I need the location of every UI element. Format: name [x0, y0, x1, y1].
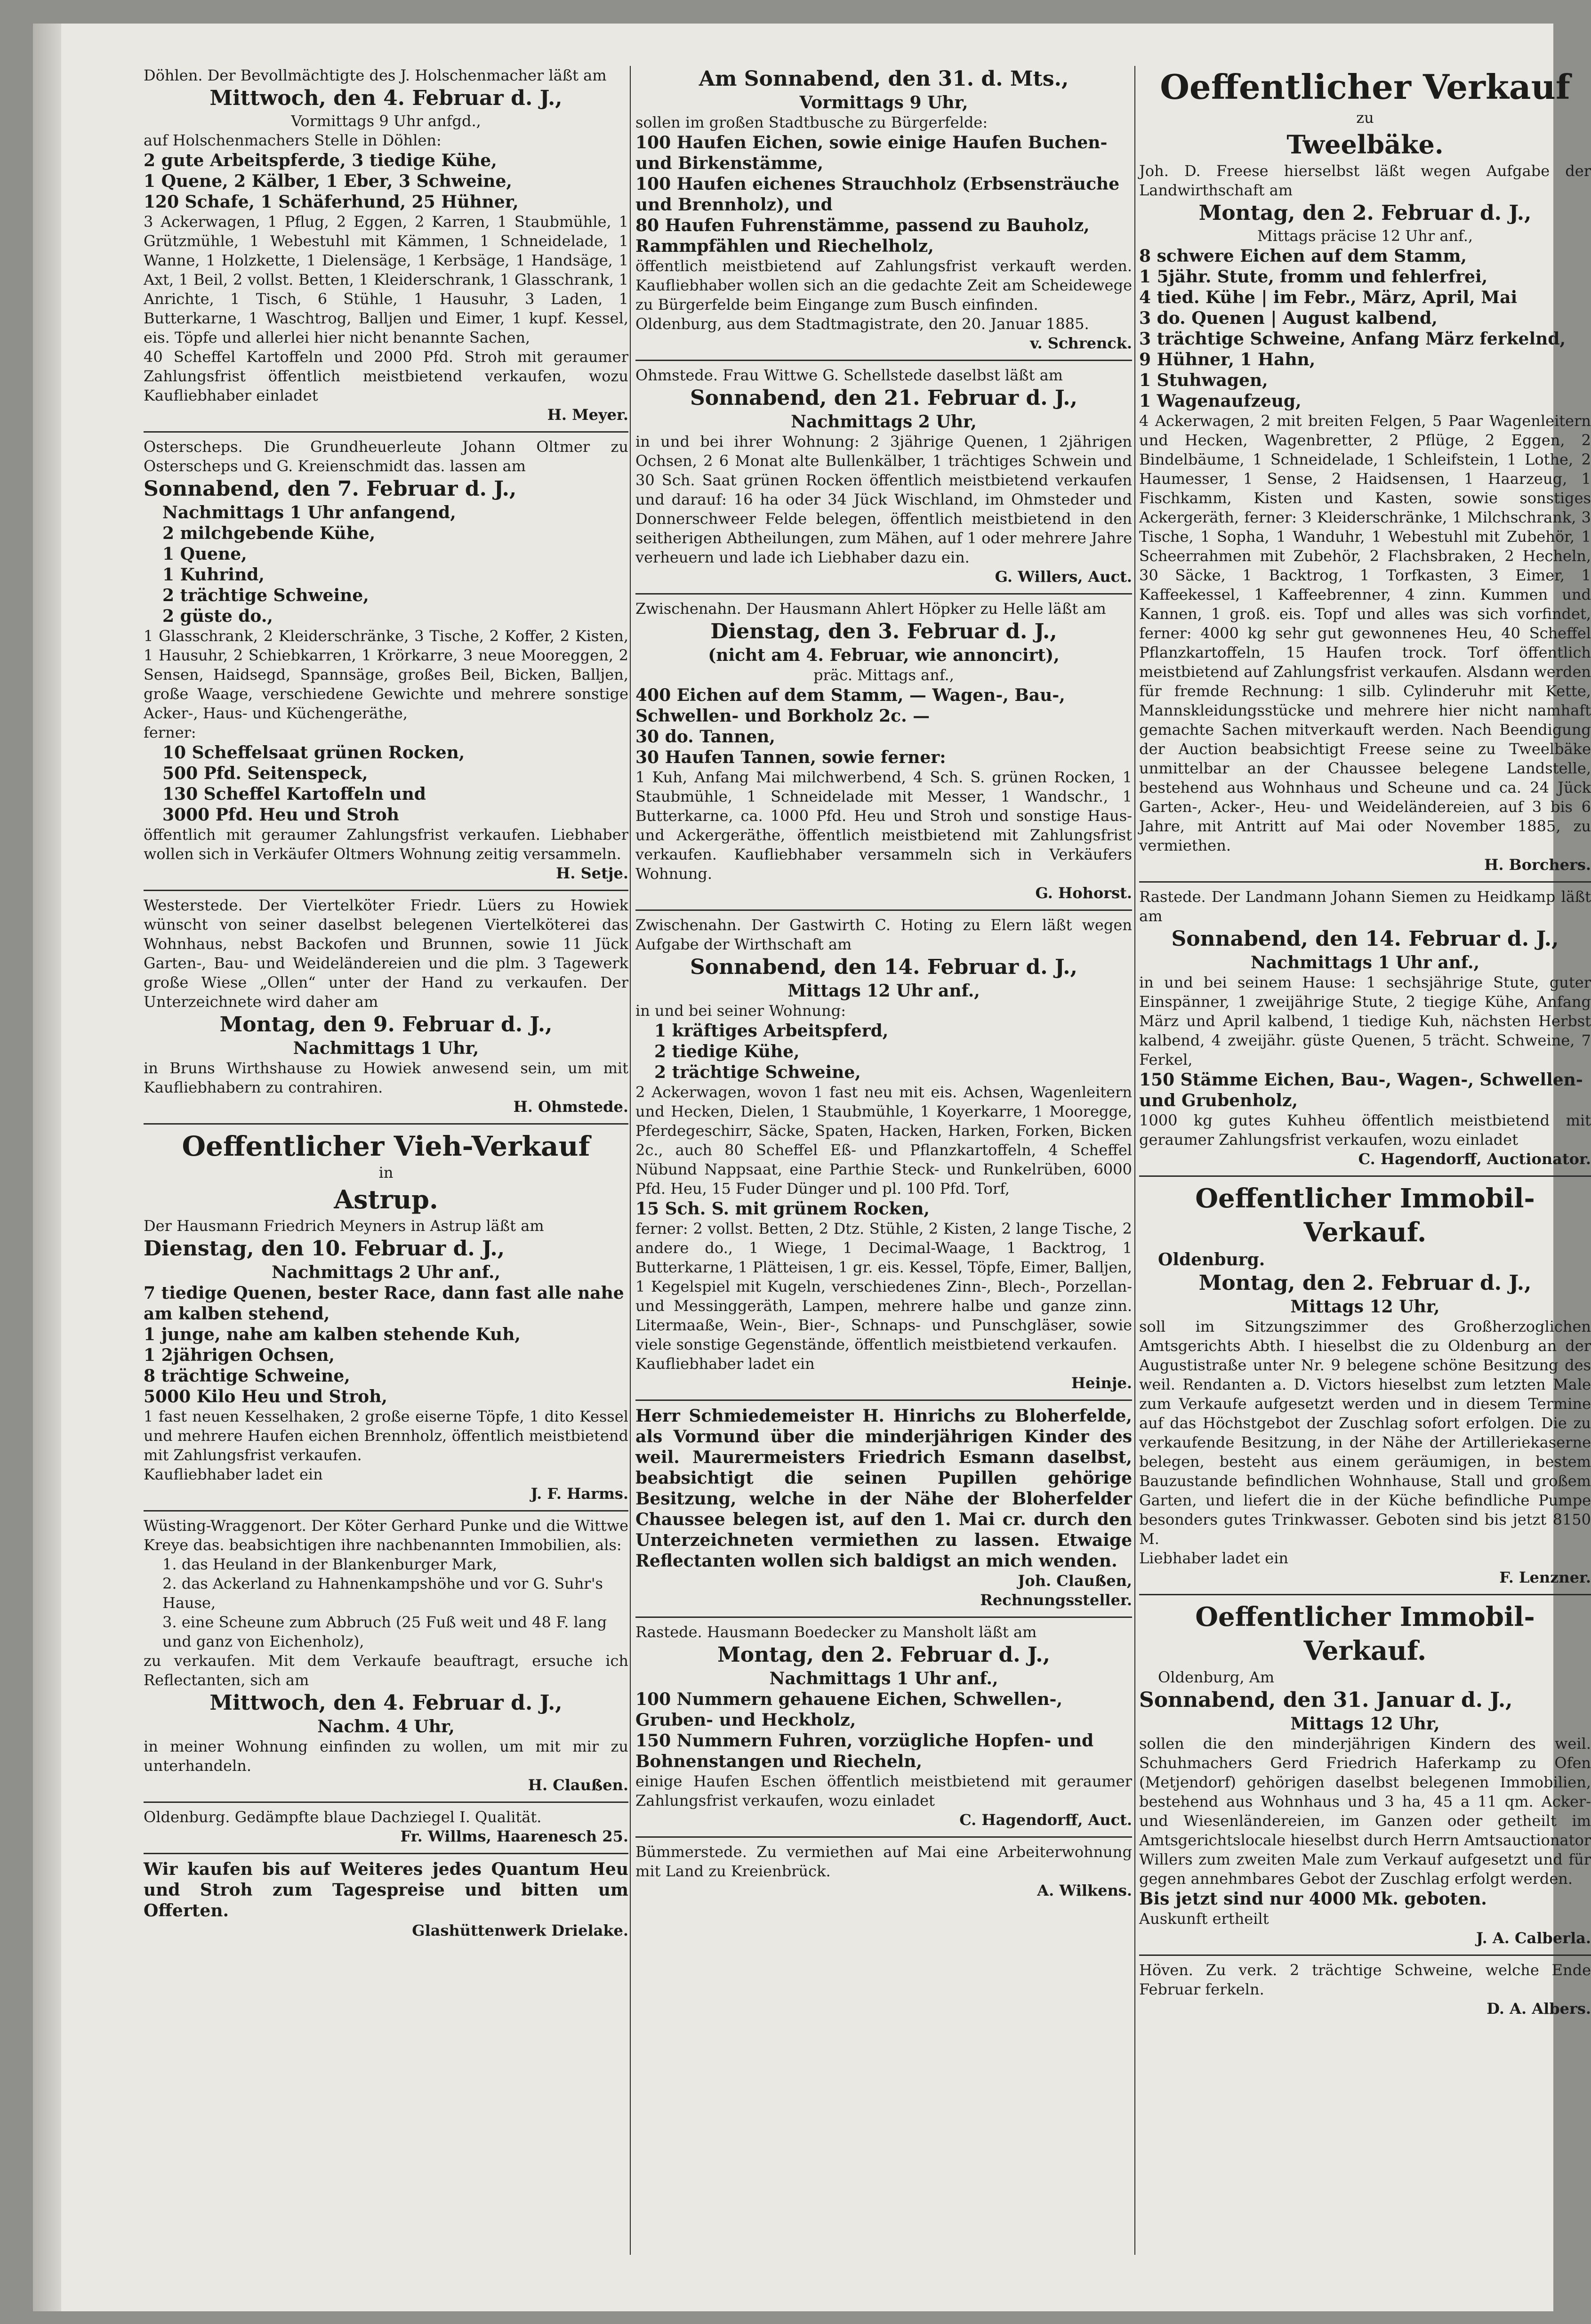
ad-time: Nachmittags 2 Uhr anf., [271, 1263, 501, 1282]
ad-item: 3 trächtige Schweine, Anfang März ferkelnd, [1139, 329, 1566, 349]
divider [1139, 881, 1591, 883]
ad-item: 1 kräftiges Arbeitspferd, [654, 1021, 889, 1041]
ad-signature: F. Lenzner. [1499, 1568, 1591, 1586]
ad-date: Montag, den 2. Februar d. J., [1198, 1271, 1532, 1295]
ad-item: 1 Quene, 2 Kälber, 1 Eber, 3 Schweine, [144, 171, 512, 191]
ad-buergerfelde [635, 66, 1132, 353]
ad-list-item: 3. eine Scheune zum Abbruch (25 Fuß weit und 48 F. lang und ganz von Eichenholz), [162, 1613, 607, 1650]
ad-text: Oldenburg. Gedämpfte blaue Dachziegel I. Qualität. [144, 1808, 542, 1826]
ad-signature: H. Borchers. [1484, 856, 1591, 874]
divider [635, 1836, 1132, 1838]
ad-item: 4 tied. Kühe | im Febr., März, April, Mai [1139, 288, 1518, 307]
ad-place: in und bei seiner Wohnung: [635, 1002, 846, 1020]
ad-text: 2 Ackerwagen, wovon 1 fast neu mit eis. Achsen, Wagenleitern und Hecken, Dielen, 1 Staubmühle, 1 Koyerkarre, 1 Mooregge, Pferdegeschirr, Säcke, Spaten, Hacken, Harken, Forken, Bicken 2c., auch 80 Scheffel Eß- und Pflanzkartoffeln, 4 Scheffel Nübund Nappsaat, eine Parthie Steck- und Runkelrüben, 6000 Pfd. Heu, 15 Fuder Dünger und pl. 100 Pfd. Torf, [635, 1083, 1132, 1198]
ad-date: Dienstag, den 10. Februar d. J., [144, 1237, 505, 1261]
ad-date: Dienstag, den 3. Februar d. J., [710, 619, 1057, 643]
ad-wuesting [144, 1516, 628, 1795]
ad-signature: H. Claußen. [528, 1776, 628, 1794]
ad-time: Nachmittags 2 Uhr, [791, 412, 977, 432]
ad-item: 8 trächtige Schweine, [144, 1366, 350, 1386]
ad-intro: Osterscheps. Die Grundheuerleute Johann Oltmer zu Osterscheps und G. Kreienschmidt das. lassen am [144, 438, 628, 475]
ad-date: Mittwoch, den 4. Februar d. J., [209, 1691, 562, 1715]
divider [635, 1399, 1132, 1401]
ad-ferner: ferner: [144, 724, 196, 741]
ad-item: 7 tiedige Quenen, bester Race, dann fast alle nahe am kalben stehend, [144, 1283, 624, 1324]
ad-signature: G. Hohorst. [1035, 884, 1132, 902]
ad-place2: Oldenburg, aus dem Stadtmagistrate, den 20. Januar 1885. [635, 315, 1089, 333]
ad-zwischenahn-hoepker [635, 599, 1132, 903]
ad-signature: v. Schrenck. [1030, 334, 1132, 352]
ad-item: 2 gute Arbeitspferde, 3 tiedige Kühe, [144, 151, 497, 170]
ad-text: Westerstede. Der Viertelköter Friedr. Lüers zu Howiek wünscht von seiner daselbst belegenen Viertelköterei das Wohnhaus, nebst Backofen und Brunnen, sowie 11 Jück Garten-, Bau- und Weideländereien und die plm. 3 Tagewerk große Wiese „Ollen“ unter der Hand zu verkaufen. Der Unterzeichnete wird daher am [144, 896, 628, 1011]
ad-time: präc. Mittags anf., [813, 666, 954, 684]
ad-intro: Zwischenahn. Der Hausmann Ahlert Höpker zu Helle läßt am [635, 600, 1106, 618]
ad-signature: A. Wilkens. [1037, 1882, 1132, 1899]
ad-oldenburg-dachziegel [144, 1808, 628, 1846]
ad-tweelbaeke [1139, 66, 1591, 875]
divider [144, 890, 628, 891]
ad-note: (nicht am 4. Februar, wie annoncirt), [708, 645, 1060, 665]
ad-title: Rechnungssteller. [980, 1591, 1132, 1609]
ad-place: Tweelbäke. [1286, 129, 1444, 160]
ad-item: 120 Schafe, 1 Schäferhund, 25 Hühner, [144, 192, 519, 212]
ad-zu: zu [1356, 109, 1374, 127]
divider [144, 1123, 628, 1125]
ad-date: Sonnabend, den 14. Februar d. J., [1171, 927, 1559, 951]
ad-item: 30 do. Tannen, [635, 727, 775, 747]
ad-signature: Fr. Willms, Haarenesch 25. [400, 1827, 628, 1845]
ad-item: 10 Scheffelsaat grünen Rocken, [162, 743, 465, 763]
ad-closing: Kaufliebhaber ladet ein [144, 1465, 323, 1483]
ad-time: Mittags präcise 12 Uhr anf., [1257, 227, 1473, 245]
ad-item: 1 5jähr. Stute, fromm und fehlerfrei, [1139, 267, 1488, 287]
ad-item: 15 Sch. S. mit grünem Rocken, [635, 1199, 930, 1219]
ad-signature: Heinje. [1071, 1374, 1132, 1392]
divider [635, 360, 1132, 361]
ad-signature: G. Willers, Auct. [995, 568, 1132, 586]
ad-terms: 40 Scheffel Kartoffeln und 2000 Pfd. Stroh mit geraumer Zahlungsfrist öffentlich meistbietend verkaufen, wozu Kaufliebhaber einladet [144, 348, 628, 404]
page-binding [33, 24, 61, 2311]
column-rule [1134, 66, 1135, 2255]
ad-place: Astrup. [334, 1184, 438, 1214]
ad-doehlen [144, 66, 628, 425]
ad-time: Mittags 12 Uhr, [1290, 1297, 1440, 1317]
ad-item: 100 Haufen Eichen, sowie einige Haufen Buchen- und Birkenstämme, [635, 133, 1108, 173]
ad-time: Nachmittags 1 Uhr, [293, 1038, 479, 1058]
ad-item: 5000 Kilo Heu und Stroh, [144, 1387, 387, 1407]
ad-intro: Rastede. Hausmann Boedecker zu Mansholt läßt am [635, 1623, 1037, 1641]
ad-place: auf Holschenmachers Stelle in Döhlen: [144, 131, 442, 149]
ad-terms: öffentlich meistbietend auf Zahlungsfrist verkauft werden. Kaufliebhaber wollen sich an die gedachte Zeit am Scheidewege zu Bürgerfelde beim Eingange zum Busch einfinden. [635, 257, 1132, 314]
ad-headline: Oeffentlicher Verkauf [1160, 67, 1570, 107]
ad-signature: J. F. Harms. [530, 1485, 628, 1503]
newspaper-page [33, 24, 1591, 2311]
ad-item: 30 Haufen Tannen, sowie ferner: [635, 748, 946, 767]
ad-item: 2 tiedige Kühe, [654, 1042, 800, 1061]
ad-intro: Rastede. Der Landmann Johann Siemen zu Heidkamp läßt am [1139, 888, 1591, 925]
ad-item: 500 Pfd. Seitenspeck, [162, 764, 368, 783]
ad-headline: Oeffentlicher Immobil-Verkauf. [1195, 1601, 1535, 1666]
ad-date: Montag, den 2. Februar d. J., [1198, 201, 1532, 225]
ad-signature: J. A. Calberla. [1476, 1929, 1591, 1947]
ad-time: Mittags 12 Uhr anf., [787, 981, 980, 1001]
ad-signature: H. Meyer. [547, 406, 628, 424]
ad-text: zu verkaufen. Mit dem Verkaufe beauftragt, ersuche ich Reflectanten, sich am [144, 1652, 628, 1689]
ad-headline: Oeffentlicher Vieh-Verkauf [182, 1130, 590, 1162]
ad-closing: Liebhaber ladet ein [1139, 1549, 1289, 1567]
ad-closing: Kaufliebhaber ladet ein [635, 1355, 815, 1373]
ad-time: Nachmittags 1 Uhr anf., [769, 1669, 998, 1689]
ad-date: Sonnabend, den 7. Februar d. J., [144, 477, 517, 501]
divider [635, 1616, 1132, 1618]
ad-terms: in Bruns Wirthshause zu Howiek anwesend sein, um mit Kaufliebhabern zu contrahiren. [144, 1059, 628, 1096]
ad-item: 3000 Pfd. Heu und Stroh [162, 805, 399, 825]
ad-westerstede [144, 896, 628, 1117]
ad-text: in und bei seinem Hause: 1 sechsjährige Stute, guter Einspänner, 1 zweijährige Stute, 2 tiegige Kühe, Anfang März und April kalbend, 1 tiedige Kuh, nächsten Herbst kalbend, 4 zweijähr. güste Quenen, 5 trächt. Schweine, 7 Ferkel, [1139, 973, 1591, 1069]
ad-date: Am Sonnabend, den 31. d. Mts., [699, 67, 1069, 91]
ad-closing: Auskunft ertheilt [1139, 1910, 1269, 1928]
divider [1139, 1594, 1591, 1595]
ad-bold: Bis jetzt sind nur 4000 Mk. geboten. [1139, 1889, 1487, 1909]
ad-items: 3 Ackerwagen, 1 Pflug, 2 Eggen, 2 Karren, 1 Staubmühle, 1 Grützmühle, 1 Webestuhl mit Kämmen, 1 Schneidelade, 1 Wanne, 1 Holzkette, 1 Dielensäge, 1 Kerbsäge, 1 Handsäge, 1 Axt, 1 Beil, 2 vollst. Betten, 1 Kleiderschrank, 1 Glasschrank, 1 Anrichte, 1 Tisch, 6 Stühle, 1 Hausuhr, 3 Laden, 1 Butterkarne, 1 Waschtrog, Balljen und Eimer, 1 kupf. Kessel, eis. Töpfe und allerlei hier nicht benannte Sachen, [144, 213, 628, 346]
ad-item: 2 trächtige Schweine, [162, 586, 369, 605]
ad-item: 1 Stuhwagen, [1139, 370, 1268, 390]
ad-time: Nachmittags 1 Uhr anf., [1250, 953, 1480, 973]
ad-text: in und bei ihrer Wohnung: 2 3jährige Quenen, 1 2jährigen Ochsen, 2 6 Monat alte Bullenkälber, 1 trächtiges Schwein und 30 Sch. Saat grünen Rocken öffentlich meistbietend verkaufen und darauf: 16 ha oder 34 Jück Wischland, im Ohmsteder und Donnerschweer Felde belegen, öffentlich meistbietend in den seitherigen Abtheilungen, zum Mähen, auf 1 oder mehrere Jahre verheuern und lade ich Liebhaber dazu ein. [635, 433, 1132, 566]
ad-item: 1 Quene, [162, 544, 247, 564]
ad-item: 8 schwere Eichen auf dem Stamm, [1139, 246, 1467, 266]
ad-item: 1 2jährigen Ochsen, [144, 1345, 335, 1365]
ad-item: 1 junge, nahe am kalben stehende Kuh, [144, 1325, 521, 1344]
ad-zwischenahn-hoting [635, 916, 1132, 1393]
ad-glashuettenwerk [144, 1859, 628, 1940]
divider [1139, 1954, 1591, 1956]
ad-text: einige Haufen Eschen öffentlich meistbietend mit geraumer Zahlungsfrist verkaufen, wozu einladet [635, 1772, 1132, 1809]
ad-text: soll im Sitzungszimmer des Großherzoglichen Amtsgerichts Abth. I hieselbst die zu Oldenburg an der Augustistraße unter Nr. 9 belegene schöne Besitzung des weil. Rendanten a. D. Victors hieselbst zum letzten Male zum Verkaufe aufgesetzt werden und in diesem Termine auf das Höchstgebot der Zuschlag sofort erfolgen. Die zu verkaufende Besitzung, in der Nähe der Artilleriekaserne belegen, besteht aus einem geräumigen, in bestem Bauzustande befindlichen Wohnhause, Stall und großem Garten, und liefert die in der Küche befindliche Pumpe besonders gutes Trinkwasser. Geboten sind bis jetzt 8150 M. [1139, 1318, 1591, 1548]
ad-time: Nachmittags 1 Uhr anfangend, [162, 503, 456, 523]
ad-text2: 1000 kg gutes Kuhheu öffentlich meistbietend mit geraumer Zahlungsfrist verkaufen, wozu einladet [1139, 1111, 1591, 1149]
ad-date: Sonnabend, den 14. Februar d. J., [690, 955, 1077, 979]
ad-signature: C. Hagendorff, Auct. [959, 1811, 1132, 1829]
ad-buemmerstede [635, 1842, 1132, 1900]
ad-intro: Ohmstede. Frau Wittwe G. Schellstede daselbst läßt am [635, 366, 1063, 384]
ad-time: Vormittags 9 Uhr anfgd., [291, 112, 481, 130]
ad-time: Mittags 12 Uhr, [1290, 1714, 1440, 1734]
ad-item: 100 Haufen eichenes Strauchholz (Erbsensträuche und Brennholz), und [635, 174, 1120, 215]
ad-item: 1 Kuhrind, [162, 565, 265, 585]
ad-astrup [144, 1129, 628, 1504]
ad-date: Mittwoch, den 4. Februar d. J., [209, 86, 562, 110]
column-rule [630, 66, 631, 2255]
ad-text: Höven. Zu verk. 2 trächtige Schweine, welche Ende Februar ferkeln. [1139, 1961, 1591, 1998]
ad-place: Oldenburg, Am [1158, 1668, 1275, 1686]
ad-item: 2 trächtige Schweine, [654, 1062, 861, 1082]
ad-headline: Oeffentlicher Immobil-Verkauf. [1195, 1183, 1535, 1248]
ad-signature: Glashüttenwerk Drielake. [412, 1922, 628, 1939]
ad-item: 9 Hühner, 1 Hahn, [1139, 350, 1316, 370]
ad-time: Vormittags 9 Uhr, [799, 93, 968, 113]
ad-rastede-siemen [1139, 887, 1591, 1169]
ad-ohmstede [635, 366, 1132, 587]
ad-item: 3 do. Quenen | August kalbend, [1139, 308, 1438, 328]
divider [144, 1853, 628, 1854]
ad-signature: H. Setje. [556, 864, 628, 882]
ad-time: Nachm. 4 Uhr, [317, 1717, 455, 1737]
ad-item: 150 Nummern Fuhren, vorzügliche Hopfen- und Bohnenstangen und Riecheln, [635, 1731, 1094, 1771]
ad-bloherfelde [635, 1406, 1132, 1610]
ad-item: 150 Stämme Eichen, Bau-, Wagen-, Schwellen- und Grubenholz, [1139, 1070, 1583, 1110]
divider [1139, 1175, 1591, 1177]
ad-list-item: 1. das Heuland in der Blankenburger Mark, [162, 1555, 498, 1573]
ad-date: Montag, den 9. Februar d. J., [219, 1013, 553, 1037]
ad-rastede-boedecker [635, 1623, 1132, 1830]
ad-intro: Joh. D. Freese hierselbst läßt wegen Aufgabe der Landwirthschaft am [1139, 162, 1591, 199]
column-left [144, 66, 628, 2255]
ad-items: 1 Glasschrank, 2 Kleiderschränke, 3 Tische, 2 Koffer, 2 Kisten, 1 Hausuhr, 2 Schiebkarren, 1 Krörkarre, 3 neue Mooreggen, 2 Sensen, Haidsegd, Spannsäge, großes Beil, Bicken, Balljen, große Waage, verschiedene Gewichte und mehrere sonstige Acker-, Haus- und Küchengeräthe, [144, 627, 628, 722]
ad-intro: Döhlen. Der Bevollmächtigte des J. Holschenmacher läßt am [144, 66, 607, 84]
divider [144, 431, 628, 433]
ad-intro: Wüsting-Wraggenort. Der Köter Gerhard Punke und die Wittwe Kreye das. beabsichtigen ihre nachbenannten Immobilien, als: [144, 1517, 628, 1554]
divider [635, 593, 1132, 595]
ad-item: 2 güste do., [162, 606, 273, 626]
ad-item: 100 Nummern gehauene Eichen, Schwellen-, Gruben- und Heckholz, [635, 1689, 1063, 1730]
ad-more: 1 fast neuen Kesselhaken, 2 große eiserne Töpfe, 1 dito Kessel und mehrere Haufen eichen Brennholz, öffentlich meistbietend mit Zahlungsfrist verkaufen. [144, 1407, 628, 1464]
ad-immobil-victors [1139, 1182, 1591, 1587]
ad-intro: Zwischenahn. Der Gastwirth C. Hoting zu Elern läßt wegen Aufgabe der Wirthschaft am [635, 916, 1132, 953]
ad-text: 4 Ackerwagen, 2 mit breiten Felgen, 5 Paar Wagenleitern und Hecken, Wagenbretter, 2 Pflüge, 2 Eggen, 2 Bindelbäume, 1 Schneidelade, 1 Schleifstein, 1 Lothe, 2 Haumesser, 1 Sense, 2 Haidsensen, 1 Haarzeug, 1 Fischkamm, Kisten und Kasten, sowie sonstiges Ackergeräth, ferner: 3 Kleiderschränke, 1 Milchschrank, 3 Tische, 1 Sopha, 1 Wanduhr, 1 Webestuhl mit Zubehör, 1 Scheerrahmen mit Zubehör, 2 Flachsbraken, 2 Hecheln, 30 Säcke, 1 Backtrog, 1 Torfkasten, 3 Eimer, 1 Kaffeekessel, 1 Kaffeebrenner, 4 zinn. Kummen und Kannen, 1 groß. eis. Topf und alles was sich vorfindet, ferner: 4000 kg sehr gut gewonnenes Heu, 40 Scheffel Pflanzkartoffeln, 15 Haufen trock. Torf öffentlich meistbietend auf Zahlungsfrist verkaufen. Alsdann werden für fremde Rechnung: 1 silb. Cylinderuhr mit Kette, Mannskleidungsstücke und mehrere hier nicht namhaft gemachte Sachen mitverkauft werden. Nach Beendigung der Auction beabsichtigt Freese seine zu Tweelbäke unmittelbar an der Chaussee belegene Landstelle, bestehend aus Wohnhaus und Scheune und ca. 24 Jück Garten-, Acker-, Heu- und Weideländereien, auf 3 bis 6 Jahre, mit Antritt auf Mai oder November 1885, zu vermiethen. [1139, 412, 1591, 854]
ad-text2: ferner: 2 vollst. Betten, 2 Dtz. Stühle, 2 Kisten, 2 lange Tische, 2 andere do., 1 Wiege, 1 Decimal-Waage, 1 Backtrog, 1 Butterkarne, 1 Plätteisen, 1 gr. eis. Kessel, Töpfe, Eimer, Balljen, 1 Kegelspiel mit Kugeln, verschiedenes Zinn-, Blech-, Porzellan- und Messinggeräth, Lampen, mehrere halbe und ganze zinn. Litermaaße, Wein-, Bier-, Schnaps- und Punschgläser, sowie viele sonstige Gegenstände, öffentlich meistbietend verkaufen. [635, 1220, 1132, 1353]
ad-text: sollen die den minderjährigen Kindern des weil. Schuhmachers Gerd Friedrich Haferkamp zu Ofen (Metjendorf) gehörigen daselbst belegenen Immobilien, bestehend aus Wohnhaus und 3 ha, 45 a 11 qm. Acker- und Wiesenländereien, im Ganzen oder getheilt im Amtsgerichtslocale hieselbst durch Herrn Amtsauctionator Willers zum zweiten Male zum Verkauf aufgesetzt und für gegen annehmbares Gebot der Zuschlag erfolgt werden. [1139, 1735, 1591, 1888]
ad-date: Sonnabend, den 31. Januar d. J., [1139, 1688, 1513, 1712]
ad-signature: D. A. Albers. [1487, 2000, 1591, 2018]
ad-osterscheps [144, 437, 628, 883]
ad-list-item: 2. das Ackerland zu Hahnenkampshöhe und vor G. Suhr's Hause, [162, 1575, 603, 1612]
ad-item: 2 milchgebende Kühe, [162, 523, 376, 543]
ad-place: sollen im großen Stadtbusche zu Bürgerfelde: [635, 113, 988, 131]
column-middle [635, 66, 1132, 2255]
ad-signature: C. Hagendorff, Auctionator. [1358, 1150, 1591, 1168]
ad-date: Montag, den 2. Februar d. J., [717, 1643, 1050, 1667]
ad-text: Wir kaufen bis auf Weiteres jedes Quantum Heu und Stroh zum Tagespreise und bitten um Offerten. [144, 1859, 628, 1921]
ad-text: Bümmerstede. Zu vermiethen auf Mai eine Arbeiterwohnung mit Land zu Kreienbrück. [635, 1843, 1132, 1880]
column-right [1139, 66, 1591, 2255]
ad-immobil-haferkamp [1139, 1600, 1591, 1948]
ad-intro: Der Hausmann Friedrich Meyners in Astrup läßt am [144, 1217, 544, 1235]
ad-terms: in meiner Wohnung einfinden zu wollen, um mit mir zu unterhandeln. [144, 1737, 628, 1775]
ad-text: Herr Schmiedemeister H. Hinrichs zu Bloherfelde, als Vormund über die minderjährigen Kinder des weil. Maurermeisters Friedrich Esmann daselbst, beabsichtigt die seinen Pupillen gehörige Besitzung, welche in der Nähe der Bloherfelder Chaussee belegen ist, auf den 1. Mai cr. durch den Unterzeichneten vermiethen zu lassen. Etwaige Reflectanten wollen sich baldigst an mich wenden. [635, 1406, 1132, 1571]
ad-item: 130 Scheffel Kartoffeln und [162, 784, 426, 804]
ad-item: 400 Eichen auf dem Stamm, — Wagen-, Bau-, Schwellen- und Borkholz 2c. — [635, 685, 1065, 726]
ad-terms: öffentlich mit geraumer Zahlungsfrist verkaufen. Liebhaber wollen sich in Verkäufer Oltmers Wohnung zeitig versammeln. [144, 826, 628, 863]
ad-item: 80 Haufen Fuhrenstämme, passend zu Bauholz, Rammpfählen und Riechelholz, [635, 216, 1090, 256]
ad-date: Sonnabend, den 21. Februar d. J., [690, 386, 1077, 410]
ad-text: 1 Kuh, Anfang Mai milchwerbend, 4 Sch. S. grünen Rocken, 1 Staubmühle, 1 Schneidelade mit Messer, 1 Wandschr., 1 Butterkarne, ca. 1000 Pfd. Heu und Stroh und sonstige Haus- und Ackergeräthe, öffentlich meistbietend mit Zahlungsfrist verkaufen. Kaufliebhaber versammeln sich in Verkäufers Wohnung. [635, 768, 1132, 883]
ad-in: in [378, 1164, 394, 1182]
divider [144, 1510, 628, 1512]
ad-signature: Joh. Claußen, [1018, 1572, 1132, 1590]
ad-hoeven [1139, 1961, 1591, 2018]
ad-item: 1 Wagenaufzeug, [1139, 391, 1302, 411]
divider [144, 1801, 628, 1803]
divider [635, 909, 1132, 911]
ad-signature: H. Ohmstede. [513, 1098, 628, 1116]
ad-place: Oldenburg. [1158, 1250, 1265, 1270]
